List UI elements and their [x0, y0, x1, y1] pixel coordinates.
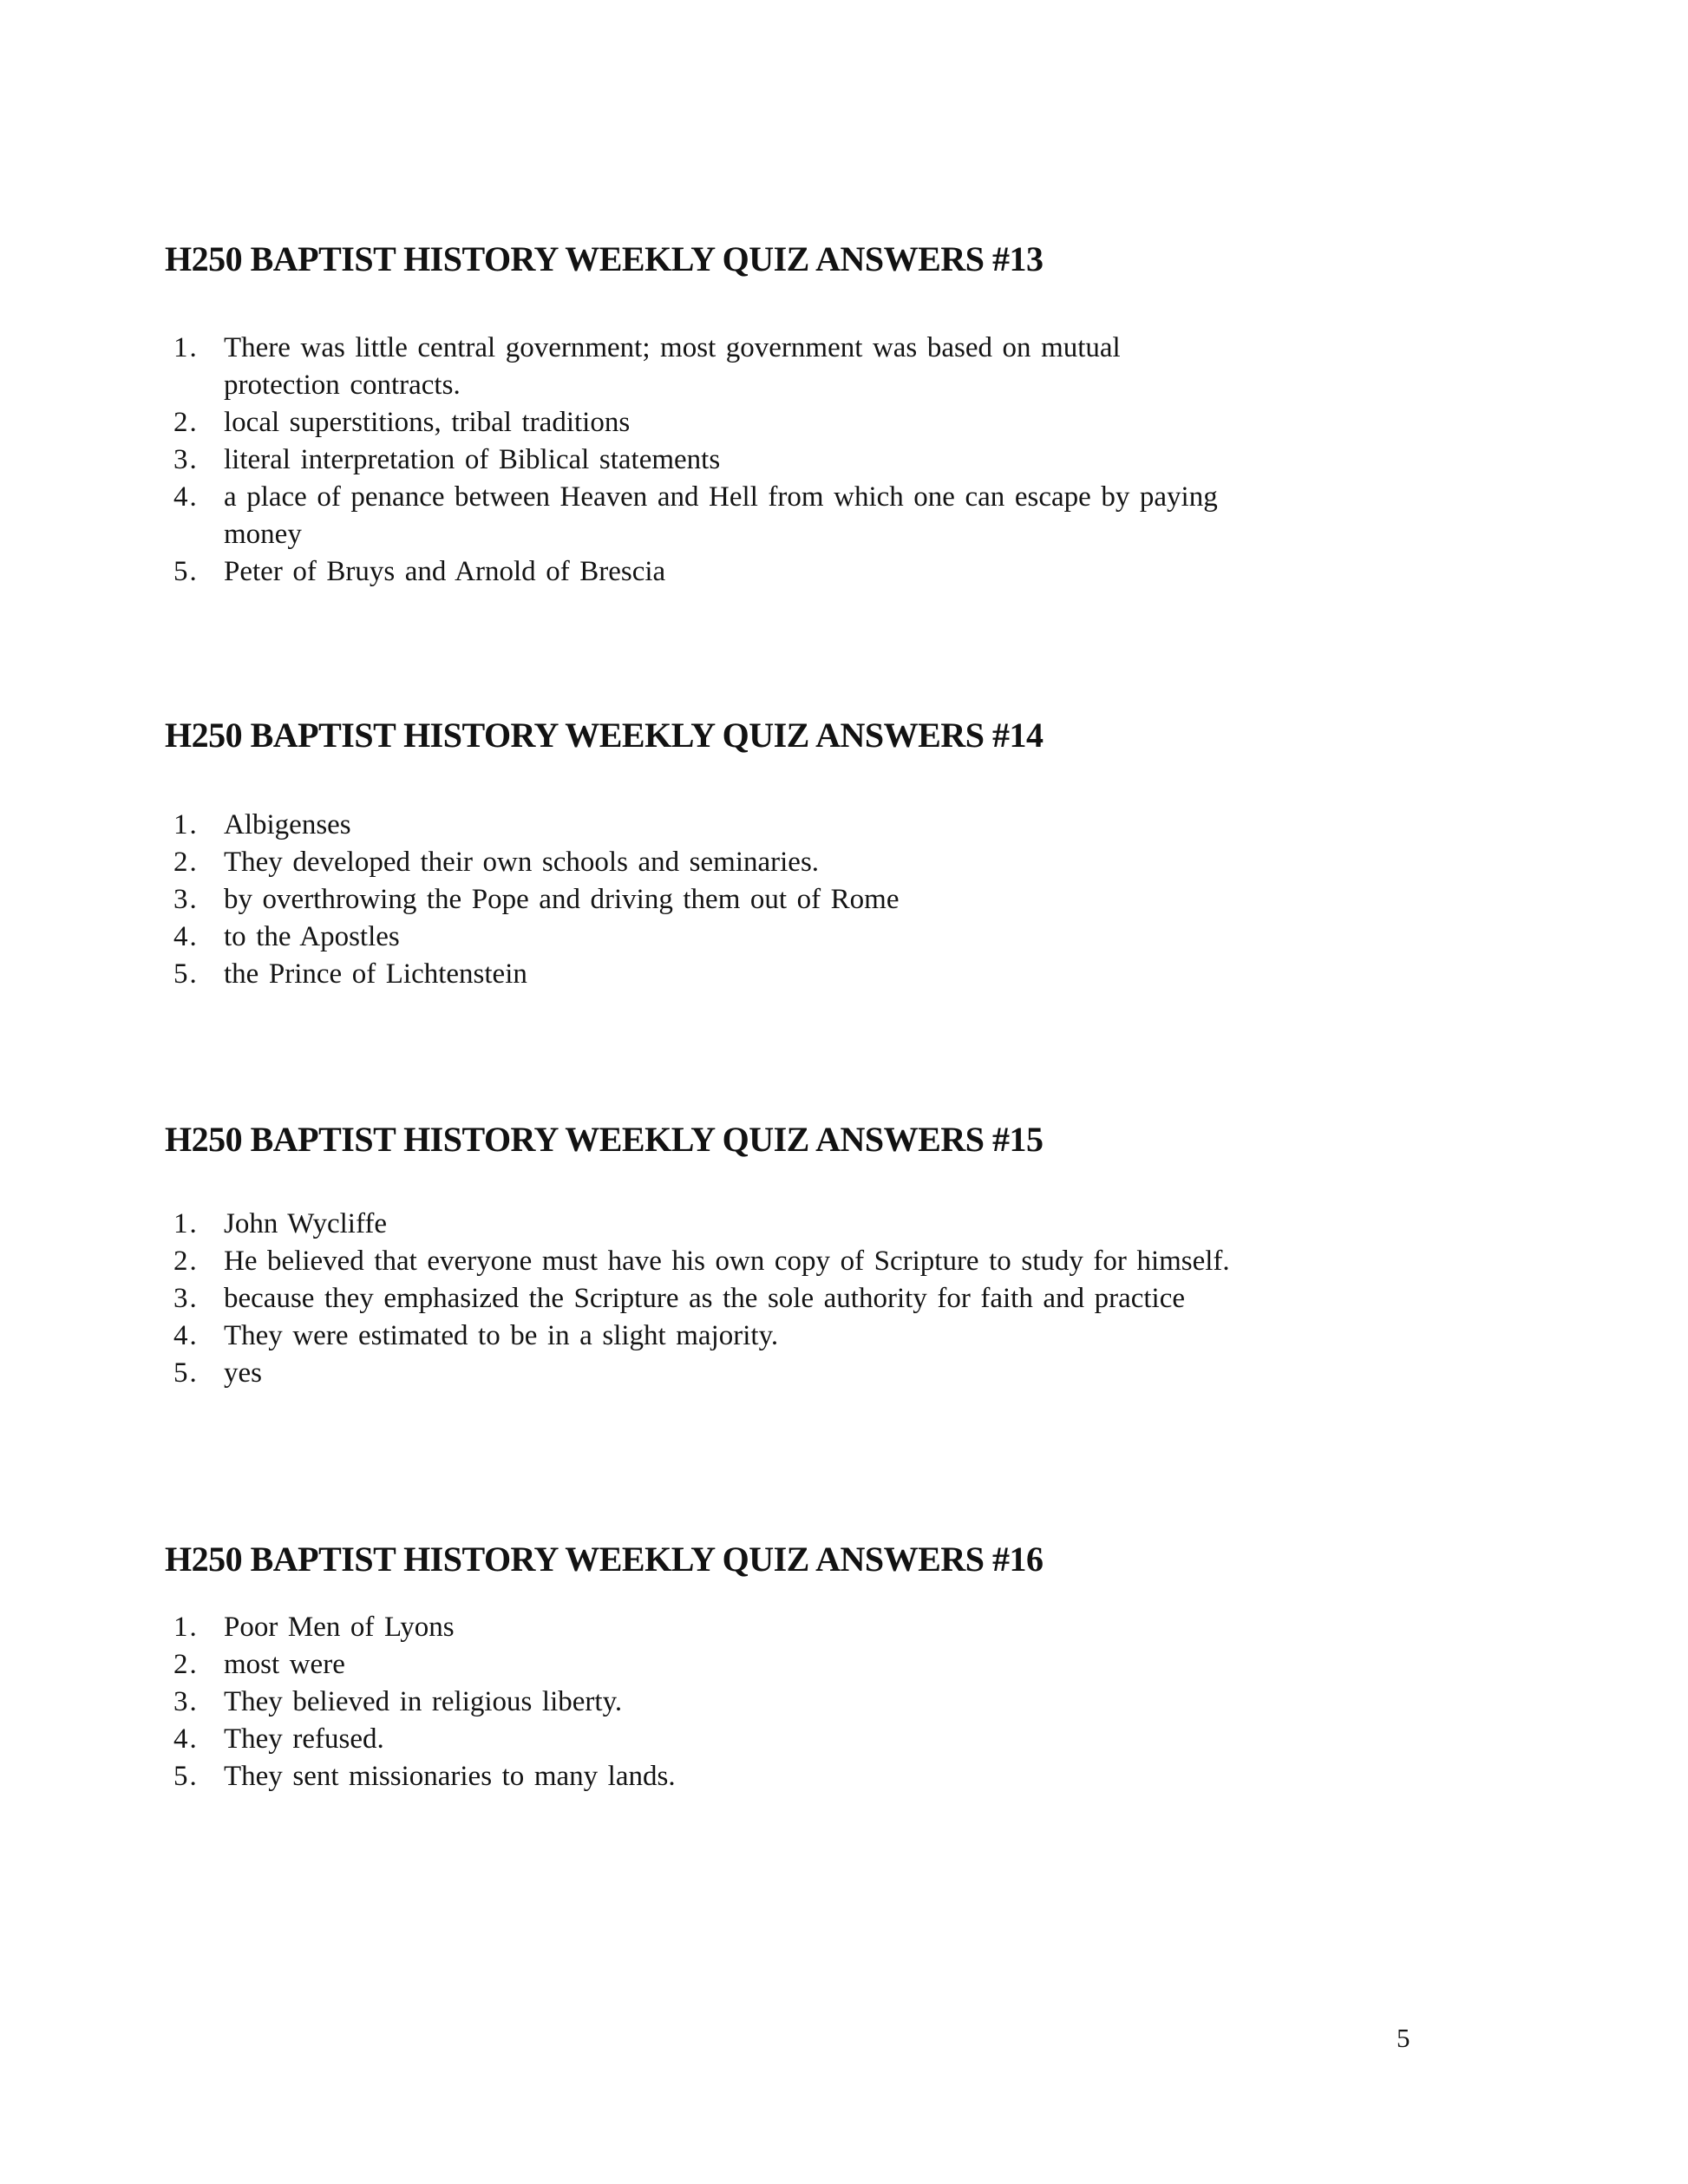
answer-item — [173, 441, 1584, 479]
answer-item — [173, 1646, 1584, 1684]
answer-item — [173, 404, 1584, 441]
answer-item — [173, 919, 1584, 956]
answer-number: 5. — [173, 1761, 199, 1792]
answer-item — [173, 553, 1584, 591]
answer-item — [173, 479, 1584, 553]
answer-number: 3. — [173, 444, 199, 475]
answer-text — [224, 1355, 1369, 1392]
answer-text — [224, 1318, 1369, 1355]
answer-number: 4. — [173, 1320, 199, 1351]
answer-number: 2. — [173, 407, 199, 438]
answer-line: protection contracts. — [224, 369, 461, 401]
answer-line: John Wycliffe — [224, 1208, 387, 1239]
answer-number: 5. — [173, 958, 199, 990]
answer-number: 4. — [173, 1723, 199, 1755]
answer-text — [224, 553, 1369, 591]
answer-item — [173, 1243, 1584, 1280]
answer-text — [224, 956, 1369, 993]
answer-line: They believed in religious liberty. — [224, 1686, 623, 1717]
answer-item — [173, 844, 1584, 881]
answer-item — [173, 1206, 1584, 1243]
answer-line: because they emphasized the Scripture as the sole authority for faith and practice — [224, 1283, 1186, 1314]
answer-number: 3. — [173, 1686, 199, 1717]
answer-item — [173, 1684, 1584, 1721]
answer-item — [173, 1758, 1584, 1795]
quiz-section-16 — [0, 1539, 1688, 1795]
answer-number: 4. — [173, 481, 199, 513]
answers-list — [173, 330, 1584, 591]
answer-number: 2. — [173, 1649, 199, 1680]
answer-text — [224, 881, 1369, 919]
answer-text — [224, 404, 1369, 441]
answer-item — [173, 956, 1584, 993]
answer-item — [173, 330, 1584, 404]
answer-text — [224, 844, 1369, 881]
answer-item — [173, 1609, 1584, 1646]
answer-line: Poor Men of Lyons — [224, 1612, 455, 1643]
answer-item — [173, 1318, 1584, 1355]
answer-number: 4. — [173, 921, 199, 952]
answers-list — [173, 807, 1584, 993]
answer-text — [224, 1609, 1369, 1646]
answer-line: to the Apostles — [224, 921, 400, 952]
answer-line: He believed that everyone must have his own copy of Scripture to study for himself. — [224, 1246, 1230, 1277]
answer-line: They refused. — [224, 1723, 384, 1755]
answer-line: a place of penance between Heaven and Hell from which one can escape by paying — [224, 481, 1218, 513]
answer-text — [224, 1243, 1369, 1280]
answer-number: 2. — [173, 847, 199, 878]
answer-number: 1. — [173, 1612, 199, 1643]
answer-line: most were — [224, 1649, 345, 1680]
answer-text — [224, 479, 1369, 553]
answer-number: 1. — [173, 332, 199, 363]
answer-line: Peter of Bruys and Arnold of Brescia — [224, 556, 666, 587]
answer-line: Albigenses — [224, 809, 351, 840]
answers-list — [173, 1206, 1584, 1392]
answer-text — [224, 1684, 1369, 1721]
answer-line: They were estimated to be in a slight majority. — [224, 1320, 779, 1351]
answer-number: 5. — [173, 1357, 199, 1389]
answer-text — [224, 1758, 1369, 1795]
answer-line: There was little central government; most government was based on mutual — [224, 332, 1121, 363]
answer-line: by overthrowing the Pope and driving them out of Rome — [224, 884, 900, 915]
answer-text — [224, 919, 1369, 956]
quiz-section-13 — [0, 239, 1688, 591]
answer-number: 1. — [173, 809, 199, 840]
answer-text — [224, 330, 1369, 404]
answer-number: 1. — [173, 1208, 199, 1239]
answer-line: literal interpretation of Biblical statements — [224, 444, 721, 475]
answer-text — [224, 441, 1369, 479]
answer-line: They sent missionaries to many lands. — [224, 1761, 676, 1792]
answer-number: 3. — [173, 884, 199, 915]
section-title: H250 BAPTIST HISTORY WEEKLY QUIZ ANSWERS #14 — [165, 716, 1044, 755]
section-title: H250 BAPTIST HISTORY WEEKLY QUIZ ANSWERS #15 — [165, 1120, 1044, 1159]
answer-item — [173, 1721, 1584, 1758]
answer-text — [224, 1721, 1369, 1758]
answer-line: They developed their own schools and seminaries. — [224, 847, 820, 878]
page-number: 5 — [1397, 2023, 1410, 2053]
section-title: H250 BAPTIST HISTORY WEEKLY QUIZ ANSWERS #13 — [165, 239, 1044, 278]
answer-line: money — [224, 519, 302, 550]
answer-item — [173, 881, 1584, 919]
answer-line: yes — [224, 1357, 262, 1389]
answer-text — [224, 1646, 1369, 1684]
answers-list — [173, 1609, 1584, 1795]
answer-text — [224, 1206, 1369, 1243]
section-title: H250 BAPTIST HISTORY WEEKLY QUIZ ANSWERS #16 — [165, 1540, 1044, 1579]
answer-text — [224, 1280, 1369, 1318]
answer-text — [224, 807, 1369, 844]
answer-number: 5. — [173, 556, 199, 587]
answer-item — [173, 1280, 1584, 1318]
quiz-section-14 — [0, 715, 1688, 993]
answer-number: 2. — [173, 1246, 199, 1277]
answer-number: 3. — [173, 1283, 199, 1314]
answer-line: local superstitions, tribal traditions — [224, 407, 631, 438]
quiz-section-15 — [0, 1119, 1688, 1392]
answer-item — [173, 807, 1584, 844]
answer-item — [173, 1355, 1584, 1392]
answer-line: the Prince of Lichtenstein — [224, 958, 527, 990]
